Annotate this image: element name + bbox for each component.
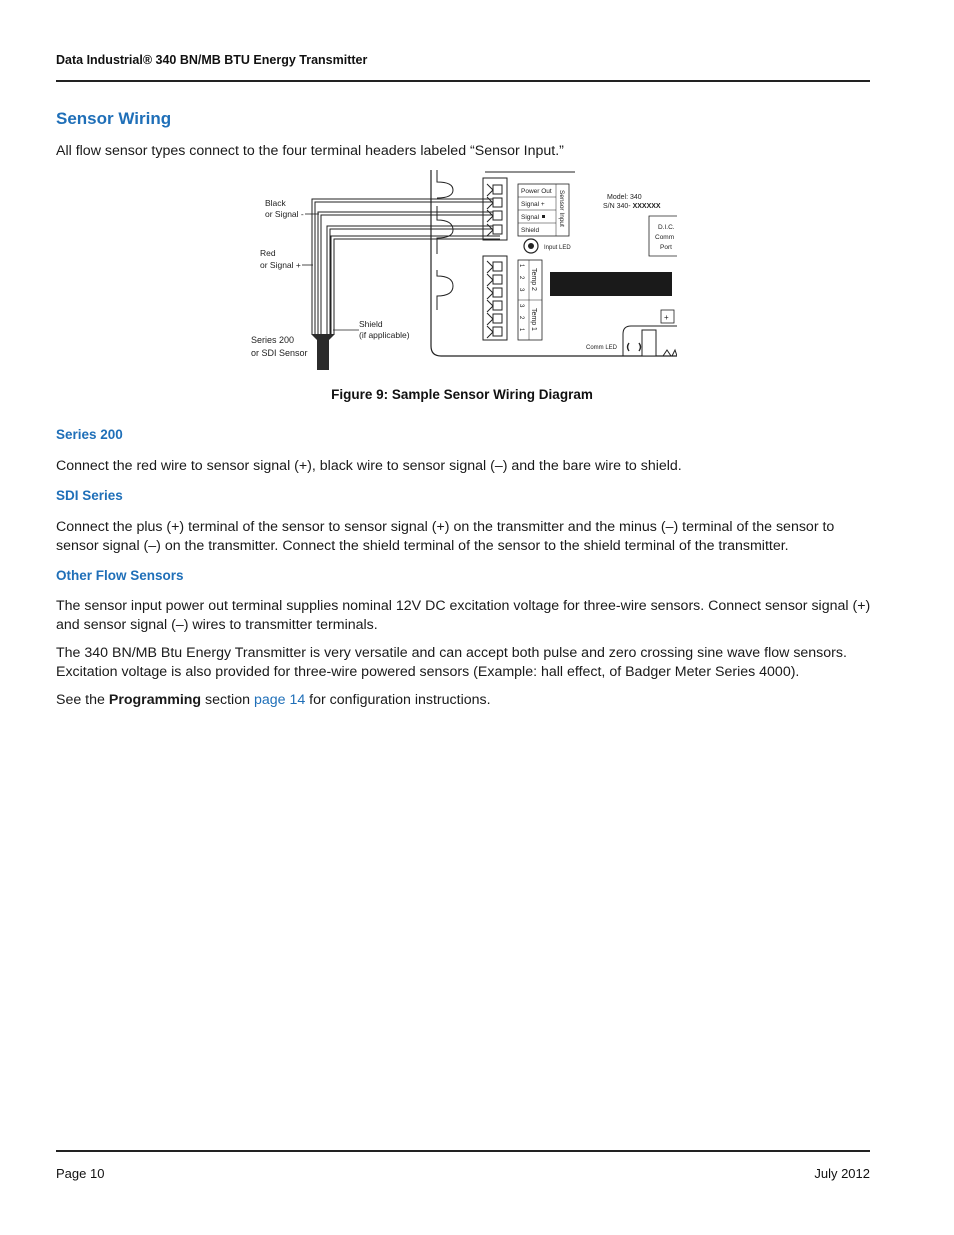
board-notch-3 <box>437 270 453 310</box>
series200-heading: Series 200 <box>56 427 123 442</box>
footer-page-number: Page 10 <box>56 1166 105 1181</box>
label-black-signal: or Signal - <box>265 209 304 219</box>
label-dic-port: Port <box>660 244 672 251</box>
temp1-pin-2: 2 <box>518 316 524 320</box>
other-sensors-heading: Other Flow Sensors <box>56 568 184 583</box>
header-rule <box>56 80 870 82</box>
header-title: Data Industrial® 340 BN/MB BTU Energy Transmitter <box>56 53 368 67</box>
plus-terminal: + <box>664 313 669 322</box>
footer-date: July 2012 <box>814 1166 870 1181</box>
label-red: Red <box>260 248 276 258</box>
label-comm-led: Comm LED <box>586 345 618 351</box>
label-dic: D.I.C. <box>658 224 675 231</box>
comm-led-icon <box>628 343 641 351</box>
other-sensors-paragraph-1: The sensor input power out terminal supplies nominal 12V DC excitation voltage for three-wire sensors. Connect sensor signal (+) and sensor signal (–) wires to transmitter terminals. <box>56 598 871 633</box>
board-notch-2 <box>437 206 453 254</box>
label-red-signal: or Signal + <box>260 260 301 270</box>
intro-paragraph: All flow sensor types connect to the four terminal headers labeled “Sensor Input.” <box>56 143 564 159</box>
temp1-pin-1: 1 <box>518 328 524 332</box>
programming-bold: Programming <box>108 692 202 708</box>
sdi-heading: SDI Series <box>56 488 123 503</box>
label-shield-applicable: (if applicable) <box>359 330 410 340</box>
label-series200: Series 200 <box>251 335 295 345</box>
label-serial: S/N 340- XXXXXX <box>603 203 661 210</box>
series200-paragraph: Connect the red wire to sensor signal (+), black wire to sensor signal (–) and the bare wire to shield. <box>56 458 682 474</box>
temp2-pin-1: 1 <box>518 264 524 268</box>
temp2-pin-2: 2 <box>518 276 524 280</box>
terminal-signal-plus: Signal + <box>521 201 545 208</box>
temp-terminal-screws <box>487 261 502 338</box>
label-black: Black <box>265 198 286 208</box>
label-temp2: Temp 2 <box>530 268 537 291</box>
terminal-signal-minus: Signal <box>521 214 540 221</box>
board-notch-1 <box>437 170 453 198</box>
label-sdi-sensor: or SDI Sensor <box>251 348 308 358</box>
figure-caption: Figure 9: Sample Sensor Wiring Diagram <box>331 387 593 402</box>
label-shield: Shield <box>359 319 383 329</box>
terminal-power-out: Power Out <box>521 188 552 195</box>
sensor-wiring-diagram <box>245 170 677 374</box>
section-title: Sensor Wiring <box>56 109 172 128</box>
wire-bundle <box>312 199 500 334</box>
lcd-display <box>550 272 672 296</box>
comm-connector <box>642 330 656 356</box>
label-temp1: Temp 1 <box>530 308 537 331</box>
sensor-body <box>317 338 329 370</box>
terminal-shield: Shield <box>521 227 540 234</box>
label-input-led: Input LED <box>544 245 571 251</box>
sdi-paragraph: Connect the plus (+) terminal of the sensor to sensor signal (+) on the transmitter and the minus (–) terminal of the sensor to sensor signal (–) on the transmitter. Connect the shield terminal of the sensor to the shield terminal of the transmitter. <box>56 519 835 554</box>
footer-rule <box>56 1150 870 1152</box>
see-programming-paragraph: See the Programming section page 14 for configuration instructions. <box>56 692 491 708</box>
temp1-pin-3: 3 <box>518 304 524 308</box>
temp2-pin-3: 3 <box>518 288 524 292</box>
page-14-link[interactable]: page 14 <box>253 692 306 708</box>
label-dic-comm: Comm <box>655 234 675 241</box>
other-sensors-paragraph-2: The 340 BN/MB Btu Energy Transmitter is very versatile and can accept both pulse and zero crossing sine wave flow sensors. Excitation voltage is also provided for three-wire powered sensors (Example: hall effect, of Badger Meter Series 4000). <box>56 645 847 680</box>
sensor-cap <box>311 334 335 340</box>
label-sensor-input: Sensor Input <box>558 190 565 227</box>
label-model: Model: 340 <box>607 194 642 201</box>
sensor-terminal-screws <box>487 184 502 236</box>
